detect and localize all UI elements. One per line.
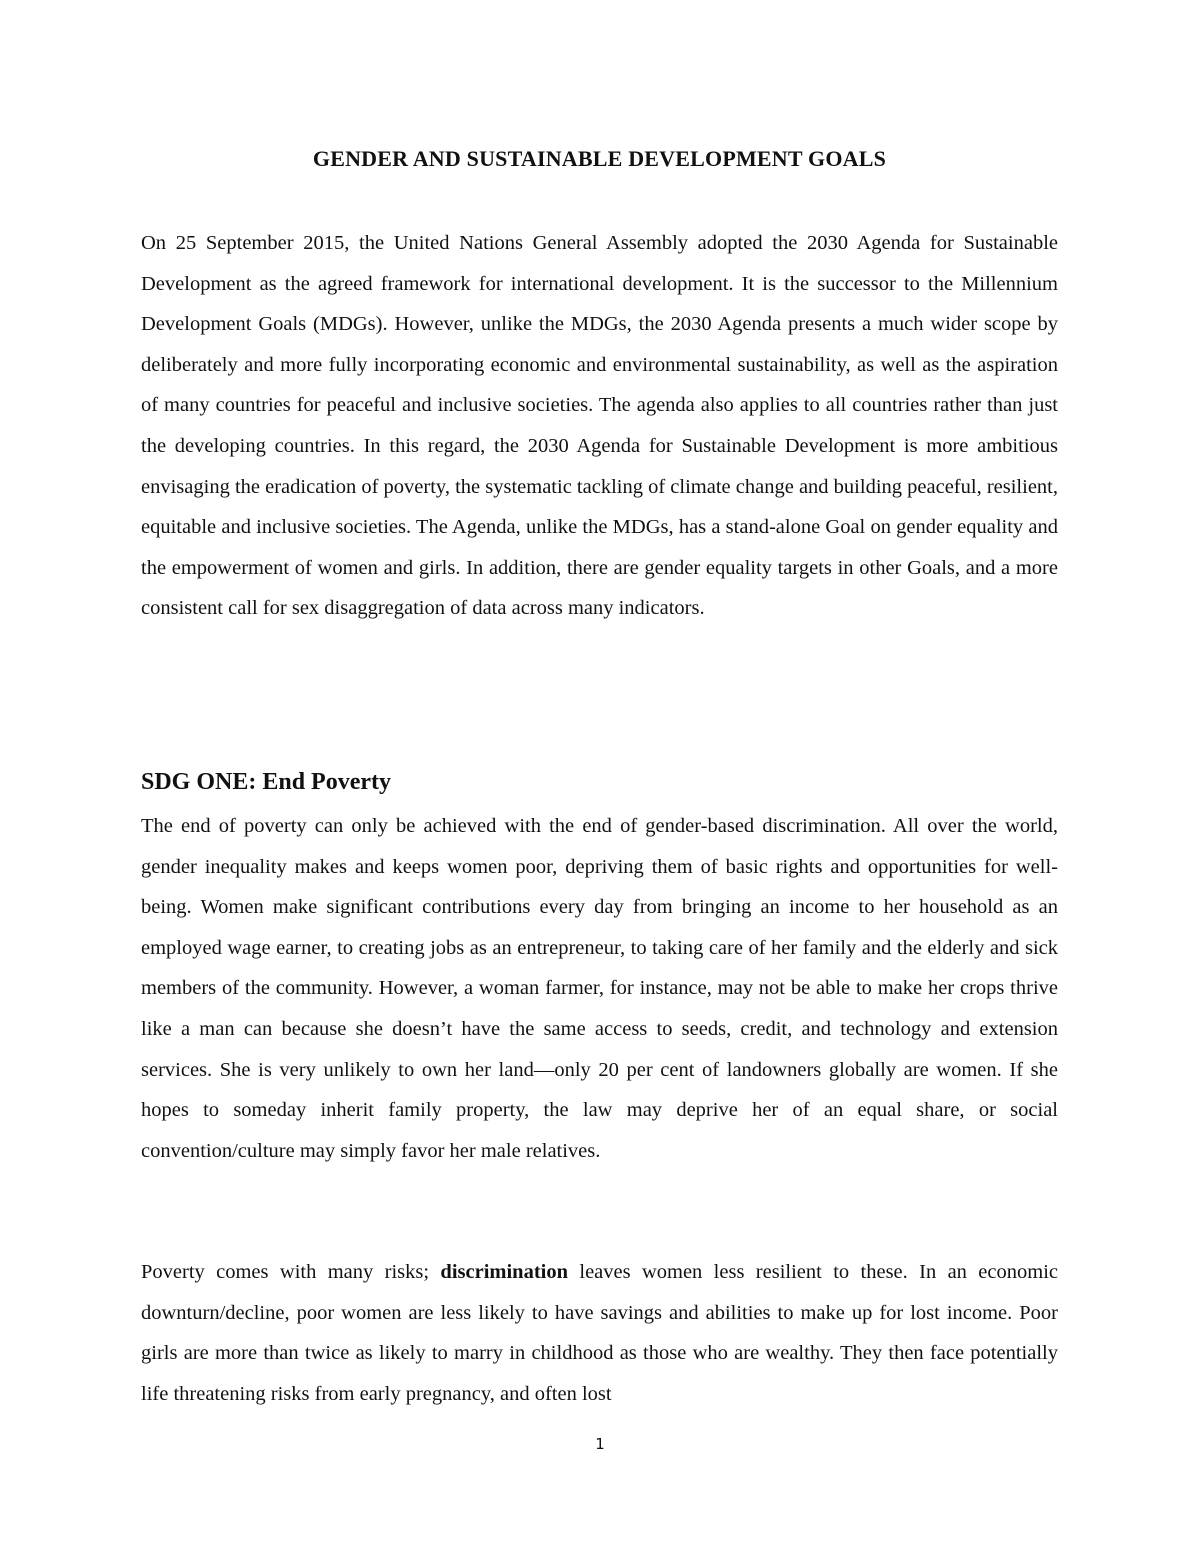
paragraph-2-start: Poverty comes with many risks; (141, 1261, 441, 1283)
paragraph-2-end: leaves women less resilient to these. In an economic downturn/decline, poor women are less likely to have savings and abilities to make up for lost income. Poor girls are more than twice as likely to marry in childhood as those who are wealthy. They then face potentially life threatening risks from early pregnancy, and often lost (141, 1261, 1058, 1405)
document-title: GENDER AND SUSTAINABLE DEVELOPMENT GOALS (312, 146, 887, 171)
section-paragraph-1: The end of poverty can only be achieved with the end of gender-based discrimination. All over the world, gender inequality makes and keeps women poor, depriving them of basic rights and opportunities for well-being. Women make significant contributions every day from bringing an income to her household as an employed wage earner, to creating jobs as an entrepreneur, to taking care of her family and the elderly and sick members of the community. However, a woman farmer, for instance, may not be able to make her crops thrive like a man can because she doesn’t have the same access to seeds, credit, and technology and extension services. She is very unlikely to own her land—only 20 per cent of landowners globally are women. If she hopes to someday inherit family property, the law may deprive her of an equal share, or social convention/culture may simply favor her male relatives. (141, 815, 1058, 1162)
emphasis-discrimination: discrimination (440, 1261, 568, 1283)
section-paragraph-2 (141, 1252, 1058, 1414)
intro-paragraph: On 25 September 2015, the United Nations General Assembly adopted the 2030 Agenda for Sustainable Development as the agreed framework for international development. It is the successor to the Millennium Development Goals (MDGs). However, unlike the MDGs, the 2030 Agenda presents a much wider scope by deliberately and more fully incorporating economic and environmental sustainability, as well as the aspiration of many countries for peaceful and inclusive societies. The agenda also applies to all countries rather than just the developing countries. In this regard, the 2030 Agenda for Sustainable Development is more ambitious envisaging the eradication of poverty, the systematic tackling of climate change and building peaceful, resilient, equitable and inclusive societies. The Agenda, unlike the MDGs, has a stand-alone Goal on gender equality and the empowerment of women and girls. In addition, there are gender equality targets in other Goals, and a more consistent call for sex disaggregation of data across many indicators. (141, 232, 1058, 620)
page-number: 1 (595, 1435, 605, 1453)
section-heading: SDG ONE: End Poverty (141, 769, 392, 795)
